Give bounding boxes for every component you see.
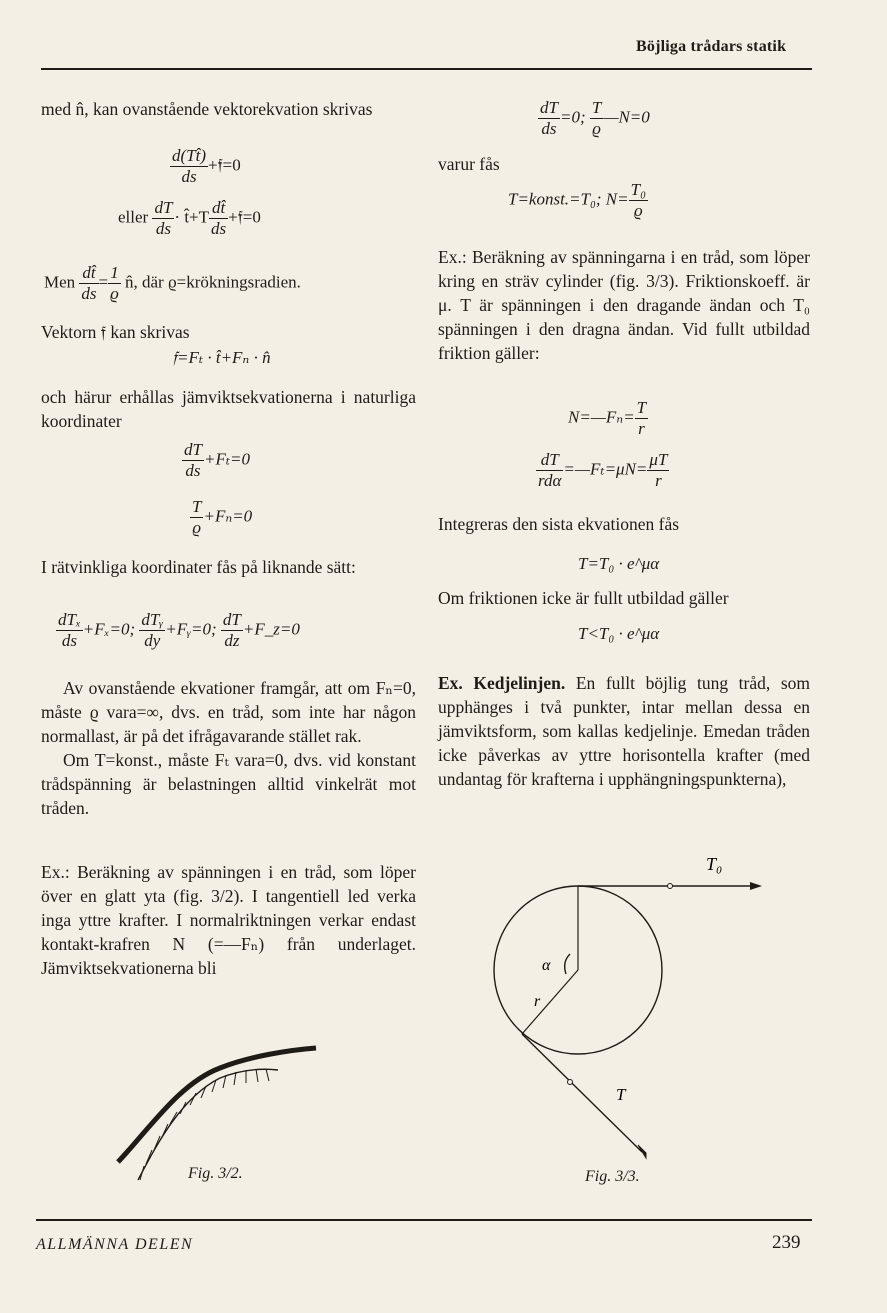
equation-friction-1: $\frac{dT}{ds}$ =0; $\frac{T}{ϱ}$ —N=0 [540,98,650,138]
label-t0: T₀ [706,854,723,874]
figure-3-2-caption: Fig. 3/2. [188,1165,243,1182]
footer-rule [36,1219,812,1221]
equation-constant-tension: T=konst.=T₀; N= $\frac{\text{T₀}}{ϱ}$ [508,180,646,220]
radius-angled [522,970,578,1034]
left-paragraph-2: Vektorn 𝔣 kan skrivas [41,322,190,342]
right-example-2: Ex. Kedjelinjen. En fullt böjlig tung tråd, som upphänges i två punkter, intar mellan dessa en jämviktsform, som kallas kedjelinje. Emedan tråden icke påverkas av yttre horisontella krafter (med undantag för krafterna i upphängningspunkterna), [438,673,811,789]
right-paragraph-3: Om friktionen icke är fullt utbildad gäller [438,588,729,608]
equation-cartesian: $\frac{\text{dTₓ}}{ds}$ +Fₓ=0; $\frac{\text{dTᵧ}}{dy}$ +Fᵧ=0; $\frac{dT}{dz}$ +F_z=0 [58,610,300,650]
label-t: T [616,1085,626,1104]
right-paragraph-1: varur fås [438,154,500,174]
equation-curvature: Men $\frac{dt̂}{ds}$ = $\frac{1}{ϱ}$ n̂, där ϱ=krökningsradien. [44,263,301,303]
equation-tangential: $\frac{dT}{ds}$ +Fₜ=0 [184,440,250,480]
equation-vector-2: eller $\frac{dT}{ds}$ · t̂+T $\frac{dt̂}{ds}$ +𝔣=0 [118,198,261,238]
figure-3-3-caption: Fig. 3/3. [585,1168,640,1185]
right-example-1: Ex.: Beräkning av spänningarna i en tråd, som löper kring en sträv cylinder (fig. 3/3). Friktionskoeff. är μ. T är spänningen i den dragande ändan och T₀ spänningen i den dragna ändan. Vid fullt utbildad friktion gäller: [438,247,810,363]
equation-euler-formula: T=T₀ · e^μα [578,554,660,573]
equation-normal-force: N=—Fₙ= $\frac{T}{r}$ [568,398,647,438]
tension-t0-arrowhead [750,882,762,890]
figure-3-3-diagram [488,840,768,1170]
surface-hatching [140,1069,269,1180]
thread-curve [118,1048,316,1162]
left-paragraph-3: och härur erhållas jämviktsekvationerna i naturliga koordinater [41,387,416,431]
left-example: Ex.: Beräkning av spänningen i en tråd, som löper över en glatt yta (fig. 3/2). I tangentiell led verka inga yttre krafter. I normalriktningen verkar endast kontakt-krafren N (=—Fₙ) från underlaget. Jämviktsekvationerna bli [41,862,416,978]
left-paragraph-4: I rätvinkliga koordinater fås på liknande sätt: [41,557,356,577]
left-paragraph-1: med n̂, kan ovanstående vektorekvation skrivas [41,99,373,119]
label-r: r [534,993,541,1010]
footer-section-title: ALLMÄNNA DELEN [36,1236,194,1253]
t-point-marker [568,1080,573,1085]
label-alpha: α [542,957,551,974]
equation-force-components: 𝔣=Fₜ · t̂+Fₙ · n̂ [172,348,271,367]
equation-friction-differential: $\frac{dT}{\text{rdα}}$ =—Fₜ=μN= $\frac{\mu T}{r}$ [538,450,668,490]
equation-vector-1: $\frac{d(Tt̂)}{ds}$ +𝔣=0 [172,146,241,186]
left-paragraph-5: Av ovanstående ekvationer framgår, att om Fₙ=0, måste ϱ vara=∞, dvs. en tråd, som inte har någon normallast, är på det ifrågavarande stället rak. Om T=konst., måste Fₜ vara=0, dvs. vid konstant trådspänning är belastningen alltid vinkelrät mot tråden. [41,678,416,818]
equation-normal: $\frac{T}{ϱ}$ +Fₙ=0 [192,497,253,537]
angle-arc [565,954,570,974]
surface-curve [138,1069,278,1180]
t0-point-marker [668,884,673,889]
equation-euler-inequality: T<T₀ · e^μα [578,624,660,643]
tension-t-arrowhead [638,1145,646,1158]
page-number: 239 [772,1232,801,1253]
right-paragraph-2: Integreras den sista ekvationen fås [438,514,680,534]
running-head: Böjliga trådars statik [636,38,787,55]
header-rule [41,68,812,70]
